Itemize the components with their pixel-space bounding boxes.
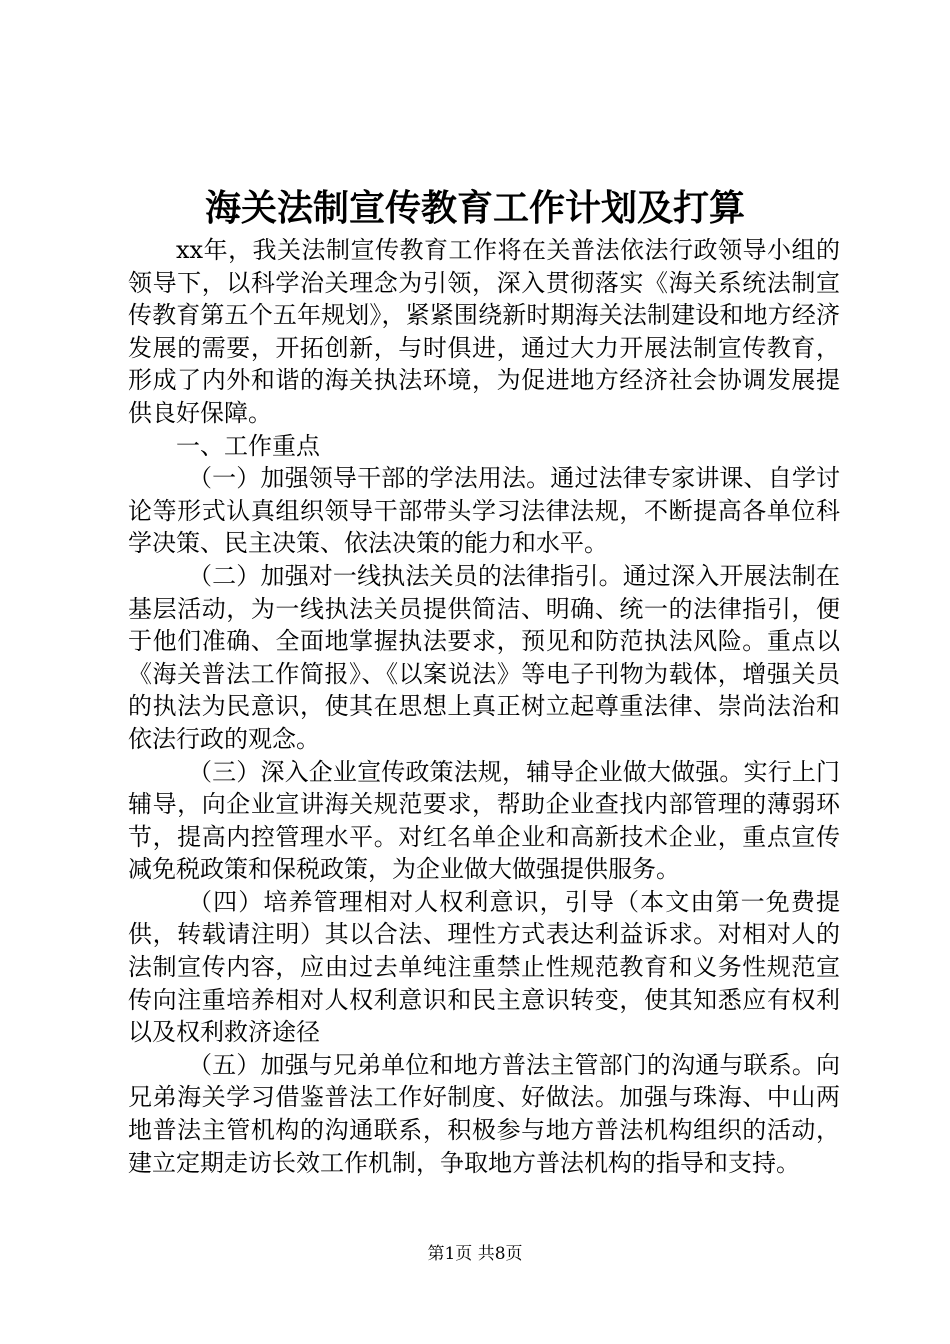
paragraph-intro: xx年，我关法制宣传教育工作将在关普法依法行政领导小组的领导下，以科学治关理念为引领，深入贯彻落实《海关系统法制宣传教育第五个五年规划》，紧紧围绕新时期海关法制建设和地方经济发展的需要，开拓创新，与时俱进，通过大力开展法制宣传教育，形成了内外和谐的海关执法环境，为促进地方经济社会协调发展提供良好保障。 — [128, 236, 840, 427]
paragraph-item-1: （一）加强领导干部的学法用法。通过法律专家讲课、自学讨论等形式认真组织领导干部带头学习法律法规，不断提高各单位科学决策、民主决策、依法决策的能力和水平。 — [128, 464, 840, 558]
paragraph-item-5: （五）加强与兄弟单位和地方普法主管部门的沟通与联系。向兄弟海关学习借鉴普法工作好制度、好做法。加强与珠海、中山两地普法主管机构的沟通联系，积极参与地方普法机构组织的活动，建立定期走访长效工作机制，争取地方普法机构的指导和支持。 — [128, 1050, 840, 1177]
document-title: 海关法制宣传教育工作计划及打算 — [204, 187, 745, 229]
paragraph-item-2: （二）加强对一线执法关员的法律指引。通过深入开展法制在基层活动，为一线执法关员提供简洁、明确、统一的法律指引，便于他们准确、全面地掌握执法要求，预见和防范执法风险。重点以《海关普法工作简报》、《以案说法》等电子刊物为载体，增强关员的执法为民意识，使其在思想上真正树立起尊重法律、崇尚法治和依法行政的观念。 — [128, 561, 840, 753]
paragraph-item-4: （四）培养管理相对人权利意识，引导（本文由第一免费提供，转载请注明）其以合法、理性方式表达利益诉求。对相对人的法制宣传内容，应由过去单纯注重禁止性规范教育和义务性规范宣传向注重培养相对人权利意识和民主意识转变，使其知悉应有权利以及权利救济途径 — [128, 887, 840, 1047]
document-body — [128, 234, 840, 1179]
page-number-footer: 第1页 共8页 — [427, 1244, 523, 1264]
paragraph-item-3: （三）深入企业宣传政策法规，辅导企业做大做强。实行上门辅导，向企业宣讲海关规范要求，帮助企业查找内部管理的薄弱环节，提高内控管理水平。对红名单企业和高新技术企业，重点宣传减免税政策和保税政策，为企业做大做强提供服务。 — [128, 757, 840, 884]
section-heading-work-focus: 一、工作重点 — [176, 431, 320, 460]
